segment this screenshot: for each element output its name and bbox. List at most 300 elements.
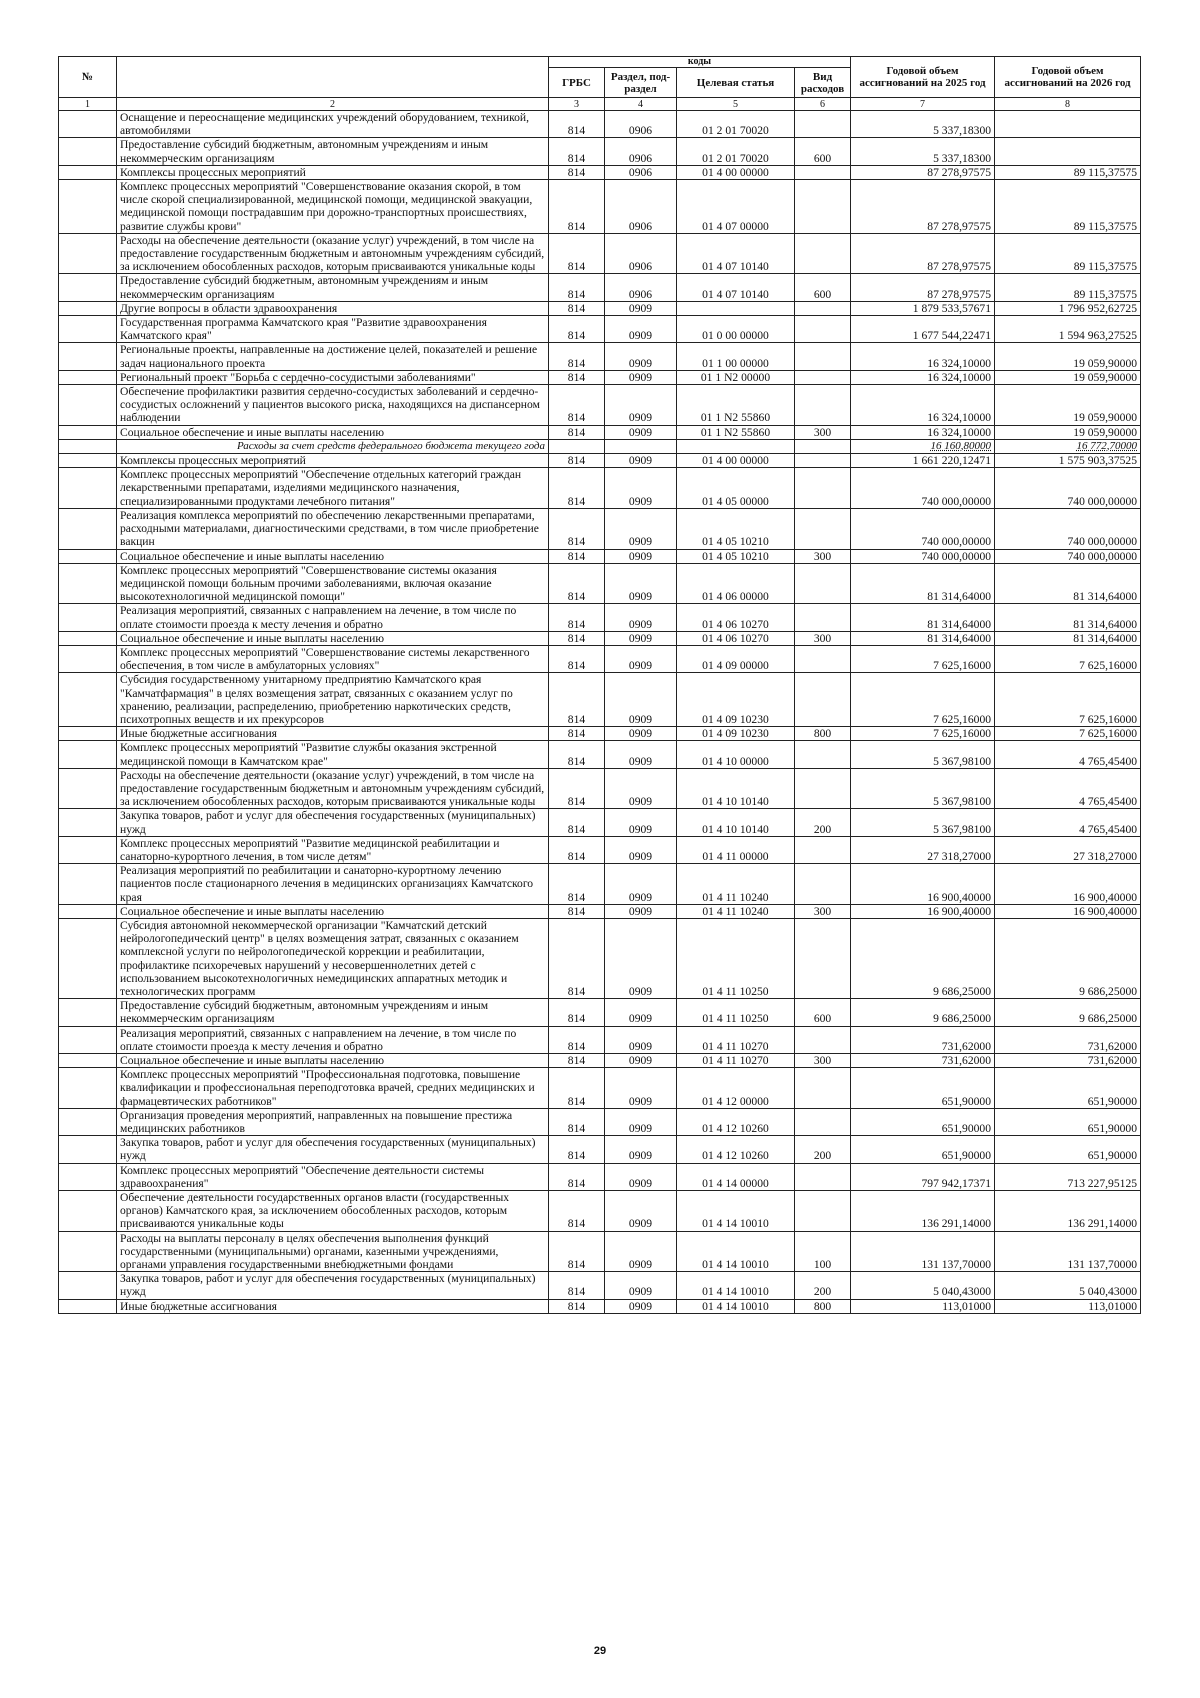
row-expense-type-cell <box>795 316 851 343</box>
row-expense-type-cell <box>795 673 851 727</box>
row-section-cell: 0909 <box>605 1163 677 1190</box>
row-section-cell: 0909 <box>605 1136 677 1163</box>
row-grbs-cell: 814 <box>549 918 605 998</box>
row-grbs-cell: 814 <box>549 1299 605 1313</box>
row-grbs-cell: 814 <box>549 385 605 426</box>
row-number-cell <box>59 1136 117 1163</box>
col-num: 1 <box>59 98 117 111</box>
row-number-cell <box>59 343 117 370</box>
table-row <box>59 1231 1141 1272</box>
row-grbs-cell: 814 <box>549 727 605 741</box>
table-row <box>59 768 1141 809</box>
budget-table-container <box>58 56 1140 1314</box>
row-name-cell: Региональный проект "Борьба с сердечно-сосудистыми заболеваниями" <box>117 370 549 384</box>
row-target-cell: 01 4 05 10210 <box>677 549 795 563</box>
row-2025-cell: 731,62000 <box>851 1026 995 1053</box>
row-expense-type-cell <box>795 604 851 631</box>
row-grbs-cell: 814 <box>549 741 605 768</box>
row-name-cell: Реализация мероприятий по реабилитации и санаторно-курортному лечению пациентов после стационарного лечения в медицинских организациях Камчатского края <box>117 864 549 905</box>
row-2025-cell: 5 040,43000 <box>851 1272 995 1299</box>
row-number-cell <box>59 111 117 138</box>
row-section-cell: 0909 <box>605 999 677 1026</box>
row-grbs-cell: 814 <box>549 233 605 274</box>
row-target-cell: 01 4 10 00000 <box>677 741 795 768</box>
row-expense-type-cell: 100 <box>795 1231 851 1272</box>
row-grbs-cell: 814 <box>549 1108 605 1135</box>
row-grbs-cell: 814 <box>549 370 605 384</box>
row-target-cell: 01 4 07 10140 <box>677 274 795 301</box>
row-number-cell <box>59 549 117 563</box>
row-target-cell: 01 4 11 10270 <box>677 1026 795 1053</box>
table-row <box>59 1272 1141 1299</box>
table-row <box>59 233 1141 274</box>
row-expense-type-cell <box>795 864 851 905</box>
table-row <box>59 1163 1141 1190</box>
row-name-cell: Обеспечение деятельности государственных органов власти (государственных органов) Камчатского края, за исключением обособленных расходов, которым присваиваются уникальные коды <box>117 1191 549 1232</box>
row-number-cell <box>59 1231 117 1272</box>
row-number-cell <box>59 918 117 998</box>
row-name-cell: Предоставление субсидий бюджетным, автономным учреждениям и иным некоммерческим организациям <box>117 138 549 165</box>
row-2026-cell: 89 115,37575 <box>995 233 1141 274</box>
row-target-cell: 01 2 01 70020 <box>677 111 795 138</box>
row-grbs-cell: 814 <box>549 165 605 179</box>
row-expense-type-cell <box>795 836 851 863</box>
row-2025-cell: 651,90000 <box>851 1108 995 1135</box>
row-2026-cell: 89 115,37575 <box>995 274 1141 301</box>
row-expense-type-cell: 600 <box>795 138 851 165</box>
row-target-cell: 01 4 14 10010 <box>677 1272 795 1299</box>
row-target-cell: 01 4 11 00000 <box>677 836 795 863</box>
table-row <box>59 741 1141 768</box>
row-target-cell: 01 0 00 00000 <box>677 316 795 343</box>
row-expense-type-cell: 800 <box>795 1299 851 1313</box>
row-2025-cell: 81 314,64000 <box>851 604 995 631</box>
table-row <box>59 439 1141 453</box>
col-header-expense-type: Вид расходов <box>795 68 851 98</box>
row-expense-type-cell <box>795 1163 851 1190</box>
row-2026-cell: 27 318,27000 <box>995 836 1141 863</box>
row-name-cell: Социальное обеспечение и иные выплаты населению <box>117 904 549 918</box>
row-name-cell: Расходы за счет средств федерального бюджета текущего года <box>117 439 549 453</box>
row-number-cell <box>59 1054 117 1068</box>
row-expense-type-cell <box>795 768 851 809</box>
row-name-cell: Комплекс процессных мероприятий "Совершенствование системы лекарственного обеспечения, в том числе в амбулаторных условиях" <box>117 645 549 672</box>
row-2025-cell: 5 337,18300 <box>851 138 995 165</box>
row-section-cell: 0909 <box>605 768 677 809</box>
row-grbs-cell: 814 <box>549 673 605 727</box>
table-row <box>59 301 1141 315</box>
row-2026-cell: 5 040,43000 <box>995 1272 1141 1299</box>
table-row <box>59 111 1141 138</box>
row-name-cell: Организация проведения мероприятий, направленных на повышение престижа медицинских работников <box>117 1108 549 1135</box>
table-row <box>59 138 1141 165</box>
table-row <box>59 809 1141 836</box>
row-section-cell: 0909 <box>605 1272 677 1299</box>
row-expense-type-cell <box>795 741 851 768</box>
row-grbs-cell: 814 <box>549 425 605 439</box>
row-expense-type-cell <box>795 454 851 468</box>
row-expense-type-cell: 200 <box>795 809 851 836</box>
row-grbs-cell: 814 <box>549 1272 605 1299</box>
row-name-cell: Комплексы процессных мероприятий <box>117 454 549 468</box>
row-expense-type-cell: 300 <box>795 904 851 918</box>
table-row <box>59 1108 1141 1135</box>
row-section-cell: 0909 <box>605 809 677 836</box>
row-2025-cell: 16 324,10000 <box>851 343 995 370</box>
row-name-cell: Региональные проекты, направленные на достижение целей, показателей и решение задач национального проекта <box>117 343 549 370</box>
row-section-cell: 0909 <box>605 645 677 672</box>
row-section-cell: 0909 <box>605 631 677 645</box>
row-target-cell <box>677 301 795 315</box>
row-expense-type-cell <box>795 439 851 453</box>
col-header-2026: Годовой объем ассигнований на 2026 год <box>995 57 1141 98</box>
row-target-cell: 01 1 N2 55860 <box>677 425 795 439</box>
row-2025-cell: 87 278,97575 <box>851 233 995 274</box>
row-2026-cell: 4 765,45400 <box>995 741 1141 768</box>
row-grbs-cell <box>549 439 605 453</box>
row-target-cell: 01 4 11 10240 <box>677 864 795 905</box>
row-grbs-cell: 814 <box>549 809 605 836</box>
table-row <box>59 904 1141 918</box>
row-expense-type-cell: 300 <box>795 631 851 645</box>
row-target-cell: 01 1 00 00000 <box>677 343 795 370</box>
row-2025-cell: 1 661 220,12471 <box>851 454 995 468</box>
page-number: 29 <box>593 1645 607 1657</box>
row-expense-type-cell <box>795 165 851 179</box>
row-number-cell <box>59 508 117 549</box>
row-expense-type-cell <box>795 645 851 672</box>
row-target-cell: 01 4 14 00000 <box>677 1163 795 1190</box>
col-num: 4 <box>605 98 677 111</box>
row-2026-cell: 19 059,90000 <box>995 370 1141 384</box>
row-grbs-cell: 814 <box>549 274 605 301</box>
row-grbs-cell: 814 <box>549 864 605 905</box>
row-2025-cell: 16 160,80000 <box>851 439 995 453</box>
row-2026-cell: 1 594 963,27525 <box>995 316 1141 343</box>
col-header-codes: коды <box>549 57 851 68</box>
table-row <box>59 563 1141 604</box>
row-name-cell: Расходы на обеспечение деятельности (оказание услуг) учреждений, в том числе на предоставление государственным бюджетным и автономным учреждениям субсидий, за исключением обособленных расходов, которым присваиваются уникальные коды <box>117 233 549 274</box>
row-name-cell: Закупка товаров, работ и услуг для обеспечения государственных (муниципальных) нужд <box>117 1136 549 1163</box>
row-number-cell <box>59 454 117 468</box>
row-2025-cell: 9 686,25000 <box>851 918 995 998</box>
row-section-cell: 0909 <box>605 370 677 384</box>
col-num: 6 <box>795 98 851 111</box>
row-grbs-cell: 814 <box>549 343 605 370</box>
row-section-cell: 0909 <box>605 727 677 741</box>
row-2026-cell: 81 314,64000 <box>995 604 1141 631</box>
row-name-cell: Субсидия государственному унитарному предприятию Камчатского края "Камчатфармация" в целях возмещения затрат, связанных с оказанием услуг по хранению, реализации, распределению, приобретению наркотических средств, психотропных веществ и их прекурсоров <box>117 673 549 727</box>
row-2026-cell: 651,90000 <box>995 1136 1141 1163</box>
row-section-cell: 0909 <box>605 343 677 370</box>
row-number-cell <box>59 604 117 631</box>
row-name-cell: Другие вопросы в области здравоохранения <box>117 301 549 315</box>
row-2025-cell: 87 278,97575 <box>851 274 995 301</box>
row-2026-cell: 4 765,45400 <box>995 809 1141 836</box>
row-number-cell <box>59 809 117 836</box>
row-number-cell <box>59 370 117 384</box>
row-section-cell: 0909 <box>605 549 677 563</box>
row-2025-cell: 1 677 544,22471 <box>851 316 995 343</box>
row-target-cell: 01 4 09 00000 <box>677 645 795 672</box>
row-2026-cell: 1 796 952,62725 <box>995 301 1141 315</box>
row-number-cell <box>59 999 117 1026</box>
row-section-cell: 0909 <box>605 508 677 549</box>
row-2026-cell: 19 059,90000 <box>995 425 1141 439</box>
row-2026-cell: 9 686,25000 <box>995 999 1141 1026</box>
row-expense-type-cell <box>795 508 851 549</box>
row-number-cell <box>59 1068 117 1109</box>
row-expense-type-cell: 600 <box>795 999 851 1026</box>
row-2025-cell: 87 278,97575 <box>851 180 995 234</box>
row-target-cell: 01 4 05 00000 <box>677 468 795 509</box>
row-2026-cell: 136 291,14000 <box>995 1191 1141 1232</box>
row-2026-cell: 81 314,64000 <box>995 631 1141 645</box>
row-2025-cell: 7 625,16000 <box>851 673 995 727</box>
row-section-cell: 0906 <box>605 165 677 179</box>
row-number-cell <box>59 138 117 165</box>
row-2025-cell: 651,90000 <box>851 1136 995 1163</box>
row-target-cell: 01 4 12 10260 <box>677 1108 795 1135</box>
table-row <box>59 604 1141 631</box>
row-2026-cell: 4 765,45400 <box>995 768 1141 809</box>
row-2025-cell: 16 324,10000 <box>851 425 995 439</box>
table-row <box>59 1026 1141 1053</box>
row-name-cell: Социальное обеспечение и иные выплаты населению <box>117 549 549 563</box>
table-row <box>59 180 1141 234</box>
row-section-cell: 0909 <box>605 385 677 426</box>
row-name-cell: Предоставление субсидий бюджетным, автономным учреждениям и иным некоммерческим организациям <box>117 999 549 1026</box>
table-row <box>59 1054 1141 1068</box>
row-2025-cell: 87 278,97575 <box>851 165 995 179</box>
row-target-cell: 01 4 11 10270 <box>677 1054 795 1068</box>
row-expense-type-cell <box>795 301 851 315</box>
table-row <box>59 316 1141 343</box>
row-grbs-cell: 814 <box>549 508 605 549</box>
table-row <box>59 425 1141 439</box>
row-2026-cell: 7 625,16000 <box>995 727 1141 741</box>
row-section-cell: 0909 <box>605 468 677 509</box>
row-grbs-cell: 814 <box>549 138 605 165</box>
row-name-cell: Расходы на выплаты персоналу в целях обеспечения выполнения функций государственными (муниципальными) органами, казенными учреждениями, органами управления государственными внебюджетными фондами <box>117 1231 549 1272</box>
row-section-cell: 0909 <box>605 301 677 315</box>
row-expense-type-cell <box>795 918 851 998</box>
row-section-cell: 0909 <box>605 918 677 998</box>
row-section-cell: 0909 <box>605 836 677 863</box>
row-name-cell: Реализация комплекса мероприятий по обеспечению лекарственными препаратами, расходными материалами, диагностическими средствами, в том числе приобретение вакцин <box>117 508 549 549</box>
table-row <box>59 1136 1141 1163</box>
row-target-cell: 01 4 11 10250 <box>677 999 795 1026</box>
col-num: 2 <box>117 98 549 111</box>
row-2025-cell: 16 324,10000 <box>851 370 995 384</box>
row-2026-cell: 16 900,40000 <box>995 864 1141 905</box>
row-2026-cell: 7 625,16000 <box>995 645 1141 672</box>
row-number-cell <box>59 301 117 315</box>
row-section-cell: 0909 <box>605 425 677 439</box>
row-number-cell <box>59 768 117 809</box>
row-grbs-cell: 814 <box>549 180 605 234</box>
row-number-cell <box>59 1191 117 1232</box>
row-2025-cell: 5 337,18300 <box>851 111 995 138</box>
table-row <box>59 836 1141 863</box>
col-header-no: № <box>59 57 117 98</box>
row-section-cell: 0909 <box>605 741 677 768</box>
row-2025-cell: 9 686,25000 <box>851 999 995 1026</box>
row-2026-cell: 731,62000 <box>995 1026 1141 1053</box>
row-grbs-cell: 814 <box>549 1136 605 1163</box>
row-number-cell <box>59 425 117 439</box>
row-number-cell <box>59 1108 117 1135</box>
row-name-cell: Обеспечение профилактики развития сердечно-сосудистых заболеваний и сердечно-сосудистых осложнений у пациентов высокого риска, находящихся на диспансерном наблюдении <box>117 385 549 426</box>
row-number-cell <box>59 385 117 426</box>
row-2025-cell: 136 291,14000 <box>851 1191 995 1232</box>
row-2025-cell: 81 314,64000 <box>851 563 995 604</box>
row-target-cell: 01 4 12 00000 <box>677 1068 795 1109</box>
row-expense-type-cell: 800 <box>795 727 851 741</box>
row-2025-cell: 797 942,17371 <box>851 1163 995 1190</box>
col-header-grbs: ГРБС <box>549 68 605 98</box>
row-grbs-cell: 814 <box>549 768 605 809</box>
row-target-cell: 01 4 10 10140 <box>677 809 795 836</box>
table-row <box>59 727 1141 741</box>
table-body <box>59 111 1141 1314</box>
row-target-cell: 01 4 07 10140 <box>677 233 795 274</box>
row-number-cell <box>59 631 117 645</box>
col-num: 7 <box>851 98 995 111</box>
row-2026-cell <box>995 138 1141 165</box>
row-2026-cell: 740 000,00000 <box>995 468 1141 509</box>
table-row <box>59 549 1141 563</box>
row-name-cell: Расходы на обеспечение деятельности (оказание услуг) учреждений, в том числе на предоставление государственным бюджетным и автономным учреждениям субсидий, за исключением обособленных расходов, которым присваиваются уникальные коды <box>117 768 549 809</box>
table-row <box>59 274 1141 301</box>
row-expense-type-cell <box>795 233 851 274</box>
row-expense-type-cell <box>795 1026 851 1053</box>
row-name-cell: Иные бюджетные ассигнования <box>117 727 549 741</box>
row-expense-type-cell <box>795 111 851 138</box>
row-section-cell: 0909 <box>605 316 677 343</box>
row-number-cell <box>59 1272 117 1299</box>
row-section-cell: 0909 <box>605 604 677 631</box>
row-name-cell: Закупка товаров, работ и услуг для обеспечения государственных (муниципальных) нужд <box>117 809 549 836</box>
row-section-cell <box>605 439 677 453</box>
row-grbs-cell: 814 <box>549 1163 605 1190</box>
row-expense-type-cell: 200 <box>795 1272 851 1299</box>
table-row <box>59 343 1141 370</box>
row-target-cell: 01 4 05 10210 <box>677 508 795 549</box>
table-row <box>59 385 1141 426</box>
row-2026-cell: 651,90000 <box>995 1068 1141 1109</box>
row-section-cell: 0909 <box>605 673 677 727</box>
col-num: 8 <box>995 98 1141 111</box>
row-2026-cell: 740 000,00000 <box>995 508 1141 549</box>
row-grbs-cell: 814 <box>549 316 605 343</box>
row-2025-cell: 740 000,00000 <box>851 549 995 563</box>
row-number-cell <box>59 316 117 343</box>
row-2025-cell: 16 324,10000 <box>851 385 995 426</box>
row-number-cell <box>59 741 117 768</box>
table-row <box>59 165 1141 179</box>
row-2025-cell: 5 367,98100 <box>851 809 995 836</box>
row-grbs-cell: 814 <box>549 301 605 315</box>
row-expense-type-cell: 300 <box>795 549 851 563</box>
table-row <box>59 673 1141 727</box>
row-target-cell: 01 4 07 00000 <box>677 180 795 234</box>
row-name-cell: Комплекс процессных мероприятий "Профессиональная подготовка, повышение квалификации и профессиональная переподготовка врачей, средних медицинских и фармацевтических работников" <box>117 1068 549 1109</box>
row-name-cell: Государственная программа Камчатского края "Развитие здравоохранения Камчатского края" <box>117 316 549 343</box>
row-target-cell: 01 4 14 10010 <box>677 1231 795 1272</box>
row-name-cell: Реализация мероприятий, связанных с направлением на лечение, в том числе по оплате стоимости проезда к месту лечения и обратно <box>117 604 549 631</box>
row-number-cell <box>59 274 117 301</box>
row-grbs-cell: 814 <box>549 454 605 468</box>
row-name-cell: Комплекс процессных мероприятий "Развитие службы оказания экстренной медицинской помощи в Камчатском крае" <box>117 741 549 768</box>
row-name-cell: Комплекс процессных мероприятий "Обеспечение деятельности системы здравоохранения" <box>117 1163 549 1190</box>
row-2026-cell: 81 314,64000 <box>995 563 1141 604</box>
row-2026-cell: 731,62000 <box>995 1054 1141 1068</box>
row-section-cell: 0909 <box>605 1054 677 1068</box>
row-name-cell: Комплексы процессных мероприятий <box>117 165 549 179</box>
row-2025-cell: 113,01000 <box>851 1299 995 1313</box>
row-expense-type-cell: 600 <box>795 274 851 301</box>
row-target-cell: 01 4 00 00000 <box>677 165 795 179</box>
row-target-cell: 01 2 01 70020 <box>677 138 795 165</box>
row-2026-cell: 19 059,90000 <box>995 343 1141 370</box>
row-number-cell <box>59 904 117 918</box>
row-expense-type-cell <box>795 180 851 234</box>
row-name-cell: Комплекс процессных мероприятий "Развитие медицинской реабилитации и санаторно-курортного лечения, в том числе детям" <box>117 836 549 863</box>
row-section-cell: 0909 <box>605 1191 677 1232</box>
row-target-cell: 01 4 09 10230 <box>677 673 795 727</box>
row-2026-cell: 651,90000 <box>995 1108 1141 1135</box>
table-row <box>59 999 1141 1026</box>
row-expense-type-cell <box>795 563 851 604</box>
row-2025-cell: 5 367,98100 <box>851 768 995 809</box>
row-2026-cell <box>995 111 1141 138</box>
col-header-section: Раздел, под-раздел <box>605 68 677 98</box>
row-section-cell: 0906 <box>605 111 677 138</box>
col-num: 5 <box>677 98 795 111</box>
col-header-2025: Годовой объем ассигнований на 2025 год <box>851 57 995 98</box>
row-2026-cell: 131 137,70000 <box>995 1231 1141 1272</box>
row-number-cell <box>59 180 117 234</box>
row-grbs-cell: 814 <box>549 1068 605 1109</box>
row-name-cell: Иные бюджетные ассигнования <box>117 1299 549 1313</box>
table-row <box>59 508 1141 549</box>
row-2025-cell: 131 137,70000 <box>851 1231 995 1272</box>
row-target-cell: 01 4 09 10230 <box>677 727 795 741</box>
row-grbs-cell: 814 <box>549 999 605 1026</box>
row-2025-cell: 16 900,40000 <box>851 904 995 918</box>
row-expense-type-cell <box>795 370 851 384</box>
table-row <box>59 918 1141 998</box>
row-name-cell: Социальное обеспечение и иные выплаты населению <box>117 631 549 645</box>
col-num: 3 <box>549 98 605 111</box>
row-target-cell: 01 4 14 10010 <box>677 1191 795 1232</box>
row-number-cell <box>59 1163 117 1190</box>
row-target-cell: 01 4 10 10140 <box>677 768 795 809</box>
row-2025-cell: 740 000,00000 <box>851 508 995 549</box>
row-number-cell <box>59 1026 117 1053</box>
table-row <box>59 370 1141 384</box>
row-grbs-cell: 814 <box>549 563 605 604</box>
table-row <box>59 468 1141 509</box>
row-number-cell <box>59 864 117 905</box>
budget-table <box>58 56 1141 1314</box>
row-name-cell: Закупка товаров, работ и услуг для обеспечения государственных (муниципальных) нужд <box>117 1272 549 1299</box>
row-2026-cell: 89 115,37575 <box>995 165 1141 179</box>
row-name-cell: Субсидия автономной некоммерческой организации "Камчатский детский нейрологопедический центр" в целях возмещения затрат, связанных с оказанием комплексной услуги по нейрологопедической коррекции и реабилитации, профилактике психоречевых нарушений у несовершеннолетних детей с использованием высокотехнологичных немедицинских аппаратных методик и технологических программ <box>117 918 549 998</box>
row-name-cell: Комплекс процессных мероприятий "Совершенствование системы оказания медицинской помощи больным прочими заболеваниями, включая оказание высокотехнологичной медицинской помощи" <box>117 563 549 604</box>
row-number-cell <box>59 563 117 604</box>
